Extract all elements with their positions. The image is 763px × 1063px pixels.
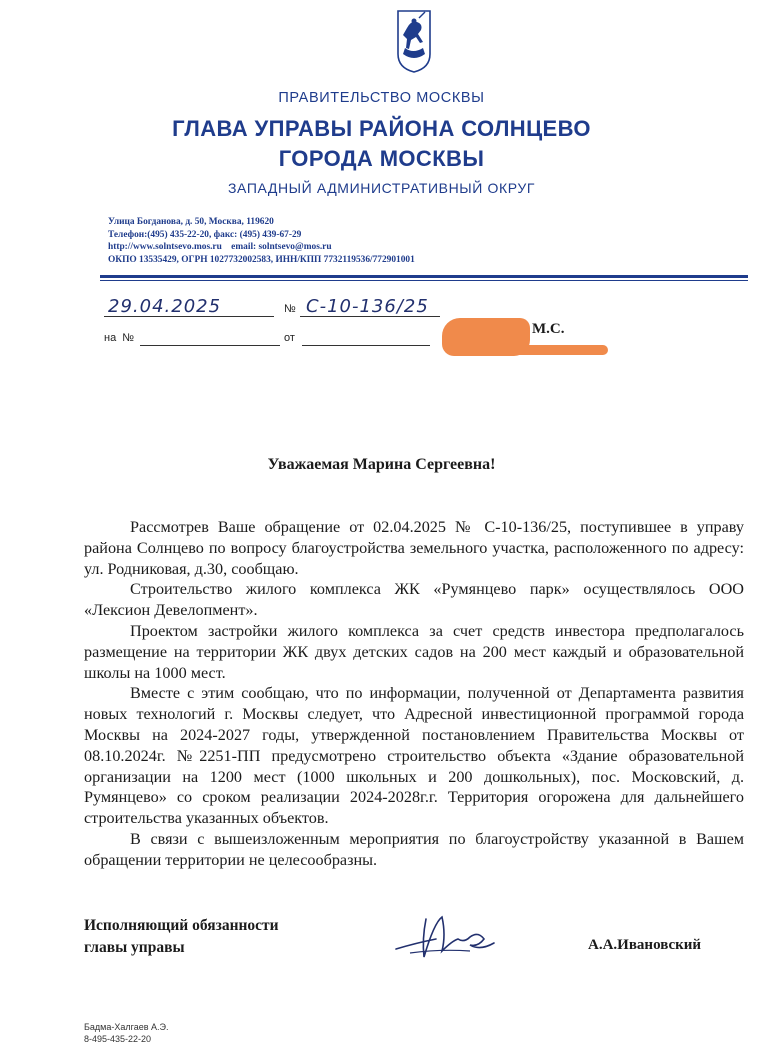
- moscow-coat-of-arms-icon: [395, 8, 433, 74]
- letter-greeting: Уважаемая Марина Сергеевна!: [267, 456, 496, 473]
- redaction-mark-secondary: [448, 345, 608, 355]
- okrug-name: ЗАПАДНЫЙ АДМИНИСТРАТИВНЫЙ ОКРУГ: [227, 180, 536, 196]
- letter-body: [84, 517, 744, 871]
- letterhead-rule-thin: [100, 280, 748, 281]
- body-paragraph: Вместе с этим сообщаю, что по информации, полученной от Департамента развития новых технологий г. Москвы следует, что Адресной инвестиционной программой города Москвы на 2024-2027 годы, утвержденной постановлением Правительства Москвы от 08.10.2024г. №2251-ПП предусмотрено строительство объекта «Здание образовательной организации на 1200 мест (1000 школьных и 200 дошкольных), пос. Московский, д. Румянцево» со сроком реализации 2024-2028г.г. Территория огорожена для дальнейшего строительства указанных объектов.: [84, 684, 744, 828]
- body-paragraph: Рассмотрев Ваше обращение от 02.04.2025 № С-10-136/25, поступившее в управу района Солнцево по вопросу благоустройства земельного участка, расположенного по адресу: ул. Родниковая, д.30, сообщаю.: [84, 518, 744, 578]
- body-paragraph: Строительство жилого комплекса ЖК «Румянцево парк» осуществлялось ООО «Лексион Девелопмент».: [84, 580, 744, 620]
- body-paragraph: В связи с вышеизложенным мероприятия по благоустройству указанной в Вашем обращении территории не целесообразны.: [84, 829, 744, 869]
- executor-name: Бадма-Халгаев А.Э.: [84, 1022, 169, 1032]
- contact-codes: ОКПО 13535429, ОГРН 1027732002583, ИНН/КПП 7732119536/772901001: [108, 254, 415, 265]
- signatory-name: А.А.Ивановский: [588, 937, 702, 953]
- registration-number: С-10-136/25: [306, 296, 429, 317]
- contact-web-email: http://www.solntsevo.mos.ru email: solntsevo@mos.ru: [108, 242, 332, 253]
- government-name: ПРАВИТЕЛЬСТВО МОСКВЫ: [278, 90, 485, 106]
- executor-block: [84, 1021, 168, 1045]
- na-label: на №: [104, 332, 135, 344]
- signatory-position-line1: Исполняющий обязанности: [84, 917, 279, 934]
- letterhead-city: ГОРОДА МОСКВЫ: [278, 146, 485, 171]
- number-sign: №: [284, 303, 296, 315]
- registration-date: 29.04.2025: [108, 296, 222, 317]
- signatory-position-line2: главы управы: [84, 939, 185, 956]
- executor-phone: 8-495-435-22-20: [84, 1034, 152, 1044]
- recipient-initials: М.С.: [532, 321, 565, 337]
- contact-phones: Телефон:(495) 435-22-20, факс: (495) 439-67-29: [108, 229, 302, 240]
- letterhead-rule-thick: [100, 275, 748, 278]
- na-line: [140, 345, 280, 346]
- letterhead-title: ГЛАВА УПРАВЫ РАЙОНА СОЛНЦЕВО: [172, 116, 591, 141]
- ot-line: [302, 345, 430, 346]
- ot-label: от: [284, 332, 295, 344]
- contact-address: Улица Богданова, д. 50, Москва, 119620: [108, 217, 274, 227]
- signatory-position: [84, 915, 279, 959]
- body-paragraph: Проектом застройки жилого комплекса за счет средств инвестора предполагалось размещение на территории ЖК двух детских садов на 200 мест каждый и образовательной школы на 1000 мест.: [84, 621, 744, 682]
- handwritten-signature: [390, 905, 530, 965]
- contact-block: [108, 216, 415, 266]
